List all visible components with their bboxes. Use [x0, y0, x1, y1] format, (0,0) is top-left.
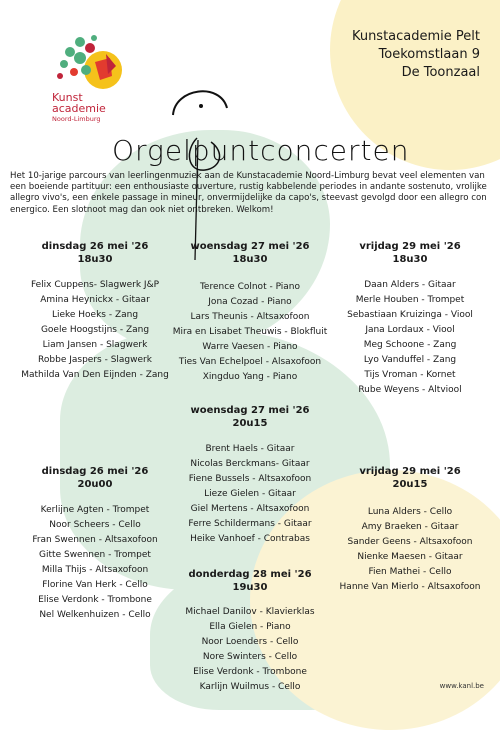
performer: Xingduo Yang - Piano	[202, 372, 298, 382]
logo-line-3: Noord-Limburg	[52, 115, 101, 123]
venue-address	[352, 28, 480, 82]
performer: Nel Welkenhuizen - Cello	[39, 610, 151, 620]
performer: Noor Scheers - Cello	[49, 520, 141, 530]
performer: Elise Verdonk - Trombone	[38, 595, 152, 605]
concert-day: woensdag 27 mei '26	[190, 405, 310, 416]
performer: Jana Lordaux - Viool	[365, 325, 455, 335]
concert-header-2	[175, 240, 325, 266]
address-line-3: De Toonzaal	[401, 65, 480, 80]
concert-time: 19u30	[232, 582, 268, 593]
performer-list-7	[165, 605, 335, 695]
performer: Felix Cuppens- Slagwerk J&P	[30, 280, 160, 290]
logo-text	[52, 92, 106, 125]
performer: Tijs Vroman - Kornet	[364, 370, 456, 380]
performer: Noor Loenders - Cello	[201, 637, 299, 647]
performer: Lieze Gielen - Gitaar	[204, 489, 296, 499]
performer: Sander Geens - Altsaxofoon	[347, 537, 473, 547]
concert-day: woensdag 27 mei '26	[190, 241, 310, 252]
concert-header-4	[175, 404, 325, 430]
performer: Michael Danilov - Klavierklas	[185, 607, 315, 617]
performer-list-6	[325, 505, 495, 595]
concert-time: 20u15	[392, 479, 428, 490]
performer: Nienke Maesen - Gitaar	[357, 552, 463, 562]
performer: Amina Heynickx - Gitaar	[40, 295, 150, 305]
performer-list-4	[165, 442, 335, 547]
address-line-1: Kunstacademie Pelt	[351, 29, 480, 44]
performer: Liam Jansen - Slagwerk	[42, 340, 148, 350]
performer: Meg Schoone - Zang	[363, 340, 457, 350]
concert-header-6	[335, 465, 485, 491]
concert-time: 18u30	[232, 254, 268, 265]
concert-time: 18u30	[77, 254, 113, 265]
concert-header-5	[20, 465, 170, 491]
performer: Gitte Swennen - Trompet	[39, 550, 151, 560]
performer: Sebastiaan Kruizinga - Viool	[347, 310, 473, 320]
performer: Jona Cozad - Piano	[208, 297, 292, 307]
performer: Fran Swennen - Altsaxofoon	[32, 535, 158, 545]
performer: Brent Haels - Gitaar	[205, 444, 295, 454]
performer: Merle Houben - Trompet	[355, 295, 465, 305]
performer-list-2	[165, 280, 335, 385]
logo-line-1: Kunst	[52, 91, 83, 104]
concert-day: dinsdag 26 mei '26	[41, 241, 149, 252]
concert-day: dinsdag 26 mei '26	[41, 466, 149, 477]
performer: Heike Vanhoef - Contrabas	[190, 534, 310, 544]
performer: Ties Van Echelpoel - Alsaxofoon	[178, 357, 322, 367]
performer: Fiene Bussels - Altsaxofoon	[188, 474, 312, 484]
performer: Warre Vaesen - Piano	[202, 342, 298, 352]
performer: Luna Alders - Cello	[367, 507, 453, 517]
concert-time: 20u15	[232, 418, 268, 429]
performer: Ferre Schildermans - Gitaar	[188, 519, 312, 529]
performer: Fien Mathei - Cello	[368, 567, 452, 577]
performer: Lars Theunis - Altsaxofoon	[190, 312, 310, 322]
kunstacademie-logo-icon	[50, 28, 130, 94]
performer: Giel Mertens - Altsaxofoon	[190, 504, 310, 514]
intro-paragraph: Het 10-jarige parcours van leerlingenmuziek aan de Kunstacademie Noord-Limburg bevat veel elementen van een boeiende partituur: een enthousiaste ouverture, rustig kabbelende periodes in andante sostenuto, vrolijke allegro vivo's, een enkele passage in mineur, onvermijdelijke da capo's, steevast gevolgd door een allegro con energico. Een slotnoot mag dan ook niet ontbreken. Welkom!	[10, 171, 487, 215]
performer: Florine Van Herk - Cello	[42, 580, 148, 590]
concert-header-7	[165, 568, 335, 594]
performer: Mathilda Van Den Eijnden - Zang	[21, 370, 169, 380]
concert-time: 20u00	[77, 479, 113, 490]
performer: Goele Hoogstijns - Zang	[40, 325, 150, 335]
address-line-2: Toekomstlaan 9	[378, 47, 480, 62]
performer: Nore Swinters - Cello	[202, 652, 298, 662]
performer: Ella Gielen - Piano	[209, 622, 291, 632]
performer: Hanne Van Mierlo - Altsaxofoon	[339, 582, 481, 592]
performer: Terence Colnot - Piano	[199, 282, 301, 292]
concert-day: vrijdag 29 mei '26	[359, 466, 461, 477]
performer: Elise Verdonk - Trombone	[193, 667, 307, 677]
concert-header-3	[335, 240, 485, 266]
performer: Lieke Hoeks - Zang	[51, 310, 139, 320]
performer: Nicolas Berckmans- Gitaar	[190, 459, 310, 469]
logo-line-2: academie	[52, 102, 106, 115]
performer-list-3	[325, 278, 495, 398]
performer: Kerlijne Agten - Trompet	[40, 505, 150, 515]
performer: Milla Thijs - Altsaxofoon	[41, 565, 149, 575]
performer-list-5	[10, 503, 180, 623]
performer: Rube Weyens - Altviool	[358, 385, 462, 395]
page-title: Orgelpuntconcerten	[112, 134, 410, 167]
concert-day: donderdag 28 mei '26	[188, 569, 312, 580]
performer: Mira en Lisabet Theuwis - Blokfluit	[172, 327, 328, 337]
concert-time: 18u30	[392, 254, 428, 265]
performer: Lyo Vanduffel - Zang	[363, 355, 457, 365]
concert-header-1	[20, 240, 170, 266]
performer: Daan Alders - Gitaar	[364, 280, 456, 290]
performer: Robbe Jaspers - Slagwerk	[38, 355, 152, 365]
performer: Amy Braeken - Gitaar	[361, 522, 459, 532]
concert-day: vrijdag 29 mei '26	[359, 241, 461, 252]
website-link[interactable]: www.kanl.be	[439, 682, 484, 690]
performer: Karlijn Wuilmus - Cello	[199, 682, 301, 692]
performer-list-1	[10, 278, 180, 383]
